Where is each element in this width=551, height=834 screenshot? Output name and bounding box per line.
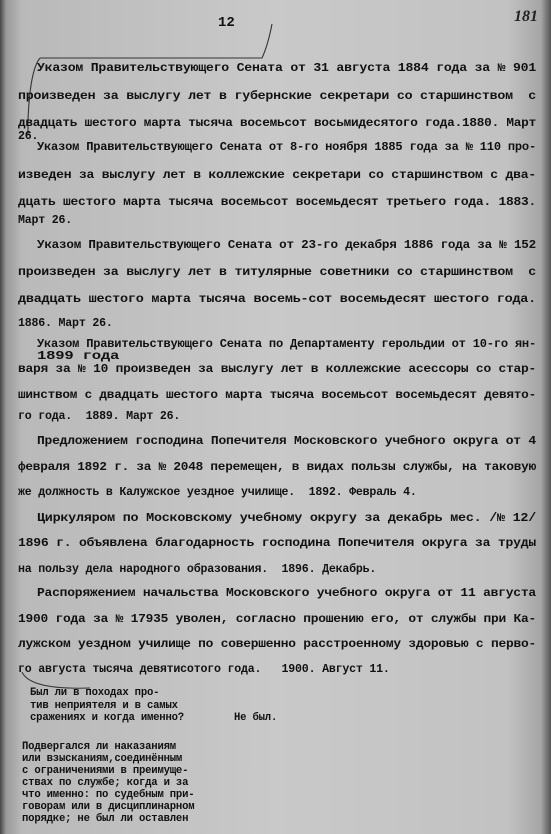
record-line: 1899 года (37, 350, 120, 363)
question-line: Подвергался ли наказаниям (22, 741, 176, 753)
question-line: с ограничениями в преимуще- (22, 765, 189, 777)
record-line: Указом Правительствующего Сената от 31 августа 1884 года за № 901 (37, 62, 536, 75)
record-line: варя за № 10 произведен за выслугу лет в коллежские асессоры со стар- (18, 363, 536, 376)
record-line: Предложением господина Попечителя Московского учебного округа от 4 (37, 435, 536, 448)
record-line: Март 26. (18, 214, 73, 227)
record-line: двадцать шестого марта тысяча восемь-сот восемьдесят шестого года. (18, 293, 536, 306)
record-line: Указом Правительствующего Сената от 23-го декабря 1886 года за № 152 (37, 239, 536, 252)
answer-text: Не был. (234, 712, 278, 724)
record-line: изведен за выслугу лет в коллежские секретари со старшинством с два- (18, 169, 536, 182)
question-line: Был ли в походах про- (30, 687, 160, 699)
record-line: дцать шестого марта тысяча восемьсот восемьдесят третьего года. 1883. (18, 196, 536, 209)
question-line: или взысканиям,соединённым (22, 753, 183, 765)
question-line: говорам или в дисциплинарном (22, 801, 195, 813)
record-line: го года. 1889. Март 26. (18, 410, 181, 423)
question-line: что именно: по судебным при- (22, 789, 195, 801)
folio-number: 181 (514, 8, 538, 25)
record-line: Указом Правительствующего Сената по Департаменту герольдии от 10-го ян- (37, 338, 536, 351)
record-line: февраля 1892 г. за № 2048 перемещен, в видах пользы службы, на таковую (18, 461, 536, 474)
record-line: же должность в Калужское уездное училище. 1892. Февраль 4. (18, 486, 417, 499)
record-line: го августа тысяча девятисотого года. 1900. Август 11. (18, 663, 390, 676)
record-line: 26. (18, 130, 39, 143)
record-line: лужском уездном училище по совершенно расстроенному здоровью с перво- (18, 638, 536, 651)
question-line: ствах по службе; когда и за (22, 777, 189, 789)
record-line: 1886. Март 26. (18, 317, 113, 330)
record-line: на пользу дела народного образования. 1896. Декабрь. (18, 563, 377, 576)
record-line: Распоряжением начальства Московского учебного округа от 11 августа (37, 587, 536, 600)
record-line: Циркуляром по Московскому учебному округу за декабрь мес. /№ 12/ (37, 512, 536, 525)
record-line: произведен за выслугу лет в губернские секретари со старшинством с (18, 90, 536, 103)
record-line: Указом Правительствующего Сената от 8-го ноября 1885 года за № 110 про- (37, 141, 536, 154)
question-line: порядке; не был ли оставлен (22, 813, 189, 825)
page-number: 12 (218, 15, 235, 31)
record-line: произведен за выслугу лет в титулярные советники со старшинством с (18, 266, 536, 279)
question-line: сражениях и когда именно? (30, 712, 184, 724)
record-line: шинством с двадцать шестого марта тысяча восемьсот восемьдесят девято- (18, 389, 536, 402)
record-line: 1900 года за № 17935 уволен, согласно прошению его, от службы при Ка- (18, 613, 536, 626)
record-line: 1896 г. объявлена благодарность господина Попечителя округа за труды (18, 537, 536, 550)
record-line: двадцать шестого марта тысяча восемьсот восьмидесятого года.1880. Март (18, 117, 536, 130)
question-line: тив неприятеля и в самых (30, 700, 178, 712)
